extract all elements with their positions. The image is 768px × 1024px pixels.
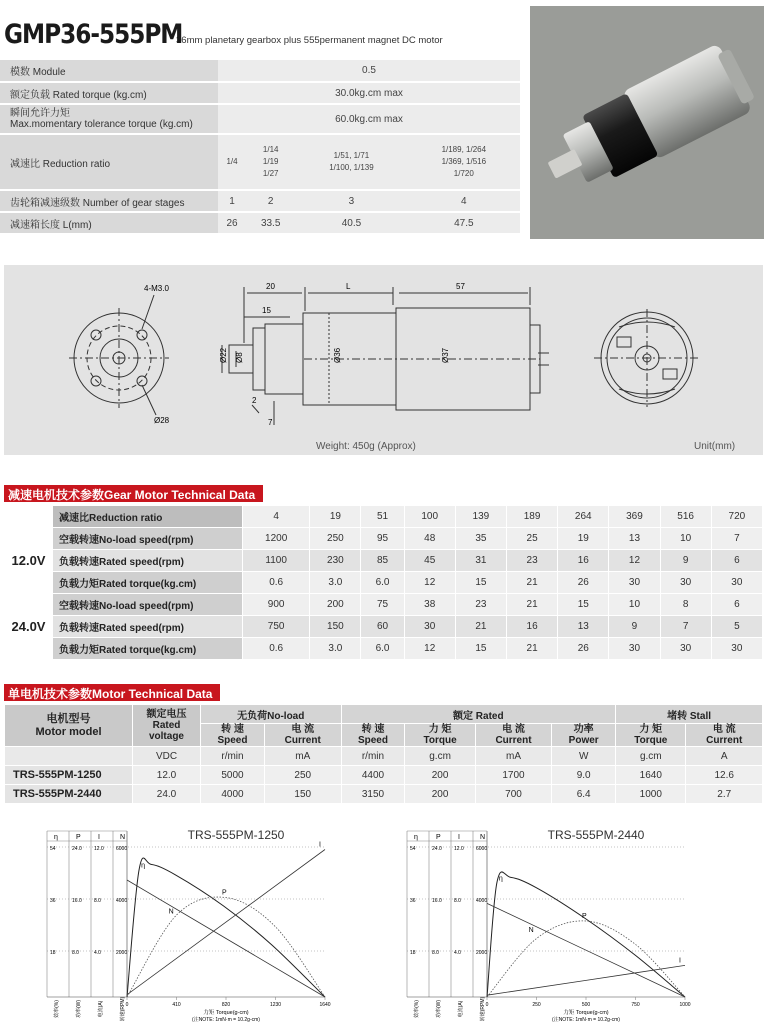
value-cell: 6.0	[361, 572, 404, 594]
header-label: I	[98, 834, 100, 841]
y-axis-label: 电流(A)	[458, 1000, 464, 1018]
value-cell: 1640	[616, 766, 686, 785]
y-tick-label: 18	[410, 950, 416, 956]
chart-background	[405, 827, 705, 1023]
row-label: 减速比Reduction ratio	[53, 506, 243, 528]
value-cell: 700	[475, 785, 551, 804]
spec-value: 2	[246, 190, 295, 212]
stall-header: 堵转 Stall	[616, 705, 763, 724]
series-label: P	[582, 912, 587, 920]
column-header	[201, 724, 265, 747]
value-cell: 9	[660, 550, 711, 572]
ratio-value: 1/4	[226, 157, 238, 166]
value-cell: 250	[310, 528, 361, 550]
x-tick-label: 1230	[269, 1002, 282, 1008]
unit-cell: g.cm	[616, 747, 686, 766]
value-cell: 15	[455, 572, 506, 594]
value-cell: 24.0	[133, 785, 201, 804]
d28-label: Ø28	[154, 416, 170, 425]
value-cell: 10	[609, 594, 660, 616]
y-tick-label: 54	[410, 846, 416, 852]
y-tick-label: 4000	[476, 898, 488, 904]
header-label: η	[54, 834, 58, 841]
column-header	[686, 724, 763, 747]
value-cell: 31	[455, 550, 506, 572]
dimension-drawing	[4, 265, 763, 455]
ratio-row	[5, 506, 763, 528]
spec-row-rated-torque	[0, 82, 520, 104]
spec-value: 40.5	[295, 212, 407, 234]
gear-motor-table	[4, 505, 763, 660]
value-cell: 3.0	[310, 572, 361, 594]
y-tick-label: 8.0	[72, 950, 79, 956]
header-label: I	[458, 834, 460, 841]
value-cell: 26	[558, 572, 609, 594]
spec-value: 0.5	[218, 60, 520, 82]
motor-table	[4, 704, 763, 804]
technical-drawing-svg	[4, 265, 763, 455]
value-cell: 1700	[475, 766, 551, 785]
column-header-cn: 电 流	[712, 724, 736, 735]
column-header-cn: 电 流	[502, 724, 525, 735]
y-tick-label: 54	[50, 846, 56, 852]
noload-header: 无负荷No-load	[201, 705, 342, 724]
value-cell: 95	[361, 528, 404, 550]
ratio-cell: 139	[455, 506, 506, 528]
value-cell: 12	[609, 550, 660, 572]
d36-label: Ø36	[333, 347, 342, 363]
value-cell: 3.0	[310, 638, 361, 660]
header-label: P	[436, 834, 441, 841]
value-cell: 48	[404, 528, 455, 550]
spec-value: 60.0kg.cm max	[218, 104, 520, 134]
y-tick-label: 6000	[116, 846, 128, 852]
model-header-en: Motor model	[35, 725, 102, 738]
value-cell: 30	[711, 638, 762, 660]
spec-label	[0, 104, 218, 134]
spec-value: 26	[218, 212, 246, 234]
spec-row-stages	[0, 190, 520, 212]
unit-cell: g.cm	[405, 747, 475, 766]
row-label: 空载转速No-load speed(rpm)	[53, 528, 243, 550]
rv-en-1: Rated	[152, 720, 181, 731]
value-cell: 15	[558, 594, 609, 616]
header-label: N	[480, 834, 486, 841]
model-header	[5, 705, 133, 747]
ratio-cell: 264	[558, 506, 609, 528]
w57-label: 57	[456, 282, 465, 291]
chart-title: TRS-555PM-2440	[547, 828, 645, 842]
ratio-cell: 720	[711, 506, 762, 528]
value-cell: 16	[506, 616, 557, 638]
value-cell: 2.7	[686, 785, 763, 804]
column-header-en: Torque	[423, 735, 457, 746]
series-label: η	[141, 862, 145, 870]
column-header-en: Speed	[357, 735, 388, 746]
motor-units-row	[5, 747, 763, 766]
unit-cell: W	[552, 747, 616, 766]
y-axis-label: 功率(W)	[76, 999, 82, 1019]
gear-data-row	[5, 638, 763, 660]
column-header	[552, 724, 616, 747]
empty-cell	[5, 747, 133, 766]
weight-label: Weight: 450g (Approx)	[316, 441, 416, 452]
spec-value: 1	[218, 190, 246, 212]
value-cell: 30	[404, 616, 455, 638]
y-tick-label: 24.0	[72, 846, 82, 852]
x-axis-label: 力矩 Torque(g-cm)	[563, 1010, 609, 1016]
value-cell: 35	[455, 528, 506, 550]
value-cell: 13	[558, 616, 609, 638]
column-header	[616, 724, 686, 747]
value-cell: 5	[711, 616, 762, 638]
gear-data-row	[5, 616, 763, 638]
value-cell: 12.0	[133, 766, 201, 785]
spec-table	[0, 60, 520, 235]
value-cell: 30	[660, 638, 711, 660]
value-cell: 4400	[341, 766, 405, 785]
ratio-cell: 100	[404, 506, 455, 528]
value-cell: 900	[243, 594, 310, 616]
value-cell: 19	[558, 528, 609, 550]
column-header-en: Speed	[217, 735, 248, 746]
model-cell: TRS-555PM-2440	[5, 785, 133, 804]
value-cell: 9.0	[552, 766, 616, 785]
spec-value: 4	[408, 190, 520, 212]
value-cell: 7	[711, 528, 762, 550]
model-header-cn: 电机型号	[46, 712, 91, 725]
value-cell: 12.6	[686, 766, 763, 785]
value-cell: 1200	[243, 528, 310, 550]
spec-value: 3	[295, 190, 407, 212]
spec-label: 齿轮箱减速级数 Number of gear stages	[0, 190, 218, 212]
value-cell: 750	[243, 616, 310, 638]
spec-label: 减速箱长度 L(mm)	[0, 212, 218, 234]
y-tick-label: 4.0	[454, 950, 461, 956]
performance-chart-1	[45, 827, 345, 1023]
value-cell: 30	[609, 638, 660, 660]
value-cell: 30	[660, 572, 711, 594]
column-header-cn: 转 速	[221, 724, 244, 735]
spec-row-ratio	[0, 134, 520, 190]
x-tick-label: 0	[485, 1002, 489, 1008]
value-cell: 4000	[201, 785, 265, 804]
gear-data-row	[5, 572, 763, 594]
column-header-cn: 功率	[573, 724, 594, 735]
value-cell: 6.4	[552, 785, 616, 804]
chart-note: (注NOTE: 1mN·m = 10.2g-cm)	[192, 1017, 260, 1023]
unit-cell: r/min	[341, 747, 405, 766]
y-tick-label: 4000	[116, 898, 128, 904]
motor-data-row	[5, 785, 763, 804]
value-cell: 25	[506, 528, 557, 550]
ratio-value: 1/369, 1/516	[441, 157, 487, 166]
gear-data-row	[5, 594, 763, 616]
chart-note: (注NOTE: 1mN·m = 10.2g-cm)	[552, 1017, 620, 1023]
screws-label: 4-M3.0	[144, 284, 169, 293]
t7-label: 7	[268, 418, 273, 427]
y-axis-label: 电流(A)	[98, 1000, 104, 1018]
spec-label: 减速比 Reduction ratio	[0, 134, 218, 190]
column-header-cn: 力 矩	[639, 724, 663, 735]
rv-en-2: voltage	[148, 731, 184, 742]
y-tick-label: 12.0	[94, 846, 104, 852]
spec-value: 33.5	[246, 212, 295, 234]
y-tick-label: 36	[410, 898, 416, 904]
w20-label: 20	[266, 282, 275, 291]
row-label: 负载转速Rated speed(rpm)	[53, 550, 243, 572]
y-tick-label: 12.0	[454, 846, 464, 852]
ratio-cell: 516	[660, 506, 711, 528]
value-cell: 8	[660, 594, 711, 616]
y-tick-label: 8.0	[454, 898, 461, 904]
gear-data-row	[5, 528, 763, 550]
unit-label: Unit(mm)	[694, 441, 736, 452]
empty-cell	[5, 506, 53, 528]
column-header-en: Torque	[634, 735, 668, 746]
column-header-en: Current	[706, 735, 743, 746]
ratio-col	[218, 134, 246, 190]
y-axis-label: 功率(W)	[436, 999, 442, 1019]
spec-value: 30.0kg.cm max	[218, 82, 520, 104]
model-description: 36mm planetary gearbox plus 555permanent magnet DC motor	[176, 35, 443, 46]
series-label: N	[168, 908, 174, 916]
unit-cell: VDC	[133, 747, 201, 766]
ratio-col	[246, 134, 295, 190]
column-header	[264, 724, 341, 747]
spec-value: 47.5	[408, 212, 520, 234]
d37-label: Ø37	[441, 347, 450, 363]
chart-svg	[405, 827, 705, 1023]
ratio-cell: 369	[609, 506, 660, 528]
value-cell: 75	[361, 594, 404, 616]
value-cell: 26	[558, 638, 609, 660]
value-cell: 0.6	[243, 572, 310, 594]
motor-section-title: 单电机技术参数Motor Technical Data	[4, 684, 220, 701]
value-cell: 230	[310, 550, 361, 572]
unit-cell: r/min	[201, 747, 265, 766]
column-header-en: Current	[495, 735, 532, 746]
y-tick-label: 2000	[476, 950, 488, 956]
x-tick-label: 1000	[679, 1002, 691, 1008]
y-axis-label: 转速(RPM)	[120, 996, 126, 1022]
y-tick-label: 36	[50, 898, 56, 904]
y-tick-label: 8.0	[94, 898, 101, 904]
value-cell: 21	[506, 594, 557, 616]
y-tick-label: 2000	[116, 950, 128, 956]
spec-label: 模数 Module	[0, 60, 218, 82]
value-cell: 1100	[243, 550, 310, 572]
column-header-cn: 力 矩	[428, 724, 452, 735]
y-tick-label: 6000	[476, 846, 488, 852]
ratio-value: 1/100, 1/139	[329, 163, 374, 172]
value-cell: 5000	[201, 766, 265, 785]
ratio-col	[408, 134, 520, 190]
value-cell: 23	[506, 550, 557, 572]
value-cell: 9	[609, 616, 660, 638]
chart-title: TRS-555PM-1250	[187, 828, 285, 842]
l-label: L	[346, 282, 351, 291]
d22-label: Ø22	[219, 347, 228, 363]
model-cell: TRS-555PM-1250	[5, 766, 133, 785]
value-cell: 200	[405, 785, 475, 804]
value-cell: 12	[404, 572, 455, 594]
spec-row-moment	[0, 104, 520, 134]
ratio-cell: 51	[361, 506, 404, 528]
x-tick-label: 0	[125, 1002, 129, 1008]
y-tick-label: 24.0	[432, 846, 442, 852]
y-tick-label: 4.0	[94, 950, 101, 956]
value-cell: 21	[506, 638, 557, 660]
ratio-cell: 189	[506, 506, 557, 528]
value-cell: 21	[455, 616, 506, 638]
value-cell: 12	[404, 638, 455, 660]
value-cell: 85	[361, 550, 404, 572]
model-name: GMP36-555PM	[4, 19, 183, 50]
motor-header-row	[5, 705, 763, 724]
column-header-cn: 转 速	[361, 724, 385, 735]
rated-header: 额定 Rated	[341, 705, 616, 724]
series-label: I	[319, 841, 321, 849]
ratio-value: 1/19	[262, 157, 279, 166]
gear-section-title: 减速电机技术参数Gear Motor Technical Data	[4, 485, 263, 502]
t2-label: 2	[252, 396, 257, 405]
header-label: N	[120, 834, 126, 841]
column-header	[341, 724, 405, 747]
value-cell: 6.0	[361, 638, 404, 660]
ratio-value: 1/27	[262, 169, 279, 178]
x-tick-label: 820	[221, 1002, 231, 1008]
gear-data-row	[5, 550, 763, 572]
series-label: N	[528, 927, 534, 935]
spec-label: 额定负载 Rated torque (kg.cm)	[0, 82, 218, 104]
x-tick-label: 750	[631, 1002, 640, 1008]
w15-label: 15	[262, 306, 271, 315]
series-label: η	[498, 875, 503, 883]
x-tick-label: 500	[581, 1002, 591, 1008]
value-cell: 13	[609, 528, 660, 550]
y-axis-label: 转速(RPM)	[480, 996, 486, 1022]
value-cell: 38	[404, 594, 455, 616]
unit-cell: mA	[475, 747, 551, 766]
series-label: P	[222, 889, 227, 897]
ratio-cell: 19	[310, 506, 361, 528]
y-tick-label: 16.0	[432, 898, 442, 904]
value-cell: 7	[660, 616, 711, 638]
motor-photo-illustration	[530, 6, 764, 239]
spec-label-cn: 瞬间允许力矩	[10, 108, 70, 119]
value-cell: 250	[264, 766, 341, 785]
value-cell: 30	[609, 572, 660, 594]
x-tick-label: 410	[172, 1002, 181, 1008]
header-label: η	[414, 834, 418, 841]
value-cell: 6	[711, 594, 762, 616]
ratio-value: 1/720	[453, 169, 474, 178]
row-label: 负载力矩Rated torque(kg.cm)	[53, 572, 243, 594]
value-cell: 1000	[616, 785, 686, 804]
column-header-en: Current	[284, 735, 321, 746]
unit-cell: mA	[264, 747, 341, 766]
value-cell: 16	[558, 550, 609, 572]
value-cell: 21	[506, 572, 557, 594]
x-tick-label: 1640	[319, 1002, 331, 1008]
ratio-value: 1/189, 1/264	[441, 145, 487, 154]
spec-label-en: Max.momentary tolerance torque (kg.cm)	[10, 119, 193, 130]
row-label: 负载力矩Rated torque(kg.cm)	[53, 638, 243, 660]
voltage-cell: 24.0V	[5, 594, 53, 660]
value-cell: 200	[310, 594, 361, 616]
spec-row-length	[0, 212, 520, 234]
performance-chart-2	[405, 827, 705, 1023]
row-label: 空载转速No-load speed(rpm)	[53, 594, 243, 616]
column-header-en: Power	[568, 735, 599, 746]
rv-cn: 额定电压	[146, 709, 187, 720]
y-axis-label: 效率(%)	[414, 1000, 420, 1018]
page-title	[4, 10, 443, 50]
value-cell: 150	[264, 785, 341, 804]
value-cell: 3150	[341, 785, 405, 804]
value-cell: 150	[310, 616, 361, 638]
product-photo	[530, 6, 764, 239]
y-tick-label: 8.0	[432, 950, 439, 956]
ratio-col	[295, 134, 407, 190]
value-cell: 23	[455, 594, 506, 616]
value-cell: 30	[711, 572, 762, 594]
voltage-cell: 12.0V	[5, 528, 53, 594]
value-cell: 45	[404, 550, 455, 572]
chart-svg	[45, 827, 345, 1023]
value-cell: 0.6	[243, 638, 310, 660]
column-header	[475, 724, 551, 747]
d8-label: Ø8	[235, 352, 244, 363]
value-cell: 200	[405, 766, 475, 785]
row-label: 负载转速Rated speed(rpm)	[53, 616, 243, 638]
value-cell: 60	[361, 616, 404, 638]
series-label: I	[679, 957, 681, 965]
chart-background	[45, 827, 345, 1023]
y-axis-label: 效率(%)	[54, 1000, 60, 1018]
value-cell: 10	[660, 528, 711, 550]
value-cell: 15	[455, 638, 506, 660]
y-tick-label: 16.0	[72, 898, 82, 904]
unit-cell: A	[686, 747, 763, 766]
column-header	[405, 724, 475, 747]
y-tick-label: 18	[50, 950, 56, 956]
value-cell: 6	[711, 550, 762, 572]
motor-data-row	[5, 766, 763, 785]
x-tick-label: 250	[532, 1002, 541, 1008]
header-label: P	[76, 834, 81, 841]
ratio-value: 1/14	[262, 145, 279, 154]
column-header-cn: 电 流	[291, 724, 315, 735]
ratio-cell: 4	[243, 506, 310, 528]
ratio-value: 1/51, 1/71	[333, 151, 370, 160]
spec-row-module	[0, 60, 520, 82]
rated-voltage-header	[133, 705, 201, 747]
x-axis-label: 力矩 Torque(g-cm)	[203, 1010, 249, 1016]
